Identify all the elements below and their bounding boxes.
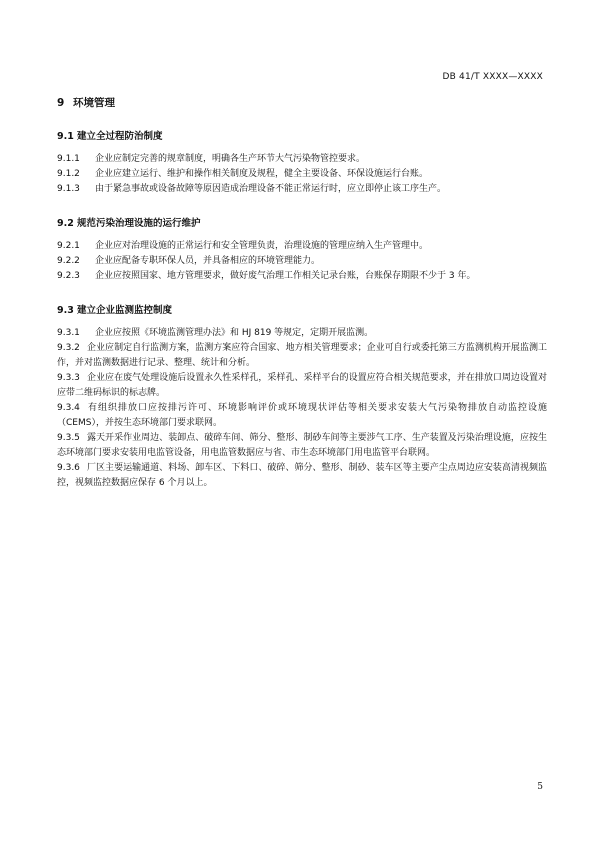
clause-9-3-1 bbox=[57, 326, 547, 341]
clause-number: 9.2.2 bbox=[57, 256, 80, 266]
section-title: 环境管理 bbox=[73, 97, 115, 109]
clause-9-3-5 bbox=[57, 431, 547, 461]
clause-9-3-2 bbox=[57, 341, 547, 371]
clause-text: 企业应按照《环境监测管理办法》和 HJ 819 等规定，定期开展监测。 bbox=[95, 328, 374, 338]
clause-9-1-3 bbox=[57, 182, 547, 197]
clause-text: 有组织排放口应按排污许可、环境影响评价或环境现状评估等相关要求安装大气污染物排放自动监控设施（CEMS），并按生态环境部门要求联网。 bbox=[57, 403, 547, 428]
clause-number: 9.1.1 bbox=[57, 154, 80, 164]
clause-number: 9.3.1 bbox=[57, 328, 80, 338]
section-number: 9 bbox=[57, 97, 65, 109]
clause-number: 9.1.2 bbox=[57, 169, 80, 179]
clause-9-2-2 bbox=[57, 254, 547, 269]
subsection-title: 建立企业监测监控制度 bbox=[77, 305, 173, 316]
subsection-9-1 bbox=[57, 128, 547, 197]
clause-text: 企业应对治理设施的正常运行和安全管理负责，治理设施的管理应纳入生产管理中。 bbox=[95, 241, 429, 251]
subsection-heading bbox=[57, 215, 547, 229]
clause-9-3-3 bbox=[57, 371, 547, 401]
subsection-number: 9.1 bbox=[57, 131, 74, 142]
subsection-heading bbox=[57, 302, 547, 316]
subsection-title: 规范污染治理设施的运行维护 bbox=[77, 218, 201, 229]
clause-text: 企业应建立运行、维护和操作相关制度及规程，健全主要设备、环保设施运行台账。 bbox=[95, 169, 429, 179]
subsection-heading bbox=[57, 128, 547, 142]
clause-text: 企业应按照国家、地方管理要求，做好废气治理工作相关记录台账，台账保存期限不少于 3 年。 bbox=[95, 271, 476, 281]
clause-text: 露天开采作业周边、装卸点、破碎车间、筛分、整形、制砂车间等主要涉气工序、生产装置及污染治理设施，应按生态环境部门要求安装用电监管设备，用电监管数据应与省、市生态环境部门用电监管平台联网。 bbox=[57, 433, 547, 458]
clause-9-2-3 bbox=[57, 269, 547, 284]
subsection-9-3 bbox=[57, 302, 547, 491]
clause-text: 厂区主要运输通道、料场、卸车区、下料口、破碎、筛分、整形、制砂、装车区等主要产尘点周边应安装高清视频监控，视频监控数据应保存 6 个月以上。 bbox=[57, 463, 547, 488]
clause-9-1-2 bbox=[57, 167, 547, 182]
clause-number: 9.3.3 bbox=[57, 373, 80, 383]
clause-number: 9.1.3 bbox=[57, 184, 80, 194]
subsection-number: 9.3 bbox=[57, 305, 74, 316]
page-number: 5 bbox=[537, 782, 543, 792]
section-heading bbox=[57, 95, 547, 110]
clause-text: 企业应制定完善的规章制度，明确各生产环节大气污染物管控要求。 bbox=[95, 154, 366, 164]
clause-9-2-1 bbox=[57, 239, 547, 254]
clause-number: 9.3.4 bbox=[57, 403, 80, 413]
clause-9-3-4 bbox=[57, 401, 547, 431]
subsection-title: 建立全过程防治制度 bbox=[77, 131, 163, 142]
document-code: DB 41/T XXXX—XXXX bbox=[442, 72, 543, 82]
clause-number: 9.3.6 bbox=[57, 463, 80, 473]
clause-text: 由于紧急事故或设备故障等原因造成治理设备不能正常运行时，应立即停止该工序生产。 bbox=[95, 184, 447, 194]
subsection-9-2 bbox=[57, 215, 547, 284]
clause-text: 企业应配备专职环保人员，并具备相应的环境管理能力。 bbox=[95, 256, 321, 266]
clause-number: 9.3.5 bbox=[57, 433, 80, 443]
clause-number: 9.3.2 bbox=[57, 343, 80, 353]
clause-9-3-6 bbox=[57, 461, 547, 491]
subsection-number: 9.2 bbox=[57, 218, 74, 229]
clause-9-1-1 bbox=[57, 152, 547, 167]
clause-text: 企业应制定自行监测方案，监测方案应符合国家、地方相关管理要求；企业可自行或委托第三方监测机构开展监测工作，并对监测数据进行记录、整理、统计和分析。 bbox=[57, 343, 547, 368]
clause-number: 9.2.1 bbox=[57, 241, 80, 251]
document-content bbox=[57, 95, 547, 509]
clause-text: 企业应在废气处理设施后设置永久性采样孔，采样孔、采样平台的设置应符合相关规范要求，并在排放口周边设置对应带二维码标识的标志牌。 bbox=[57, 373, 547, 398]
clause-number: 9.2.3 bbox=[57, 271, 80, 281]
